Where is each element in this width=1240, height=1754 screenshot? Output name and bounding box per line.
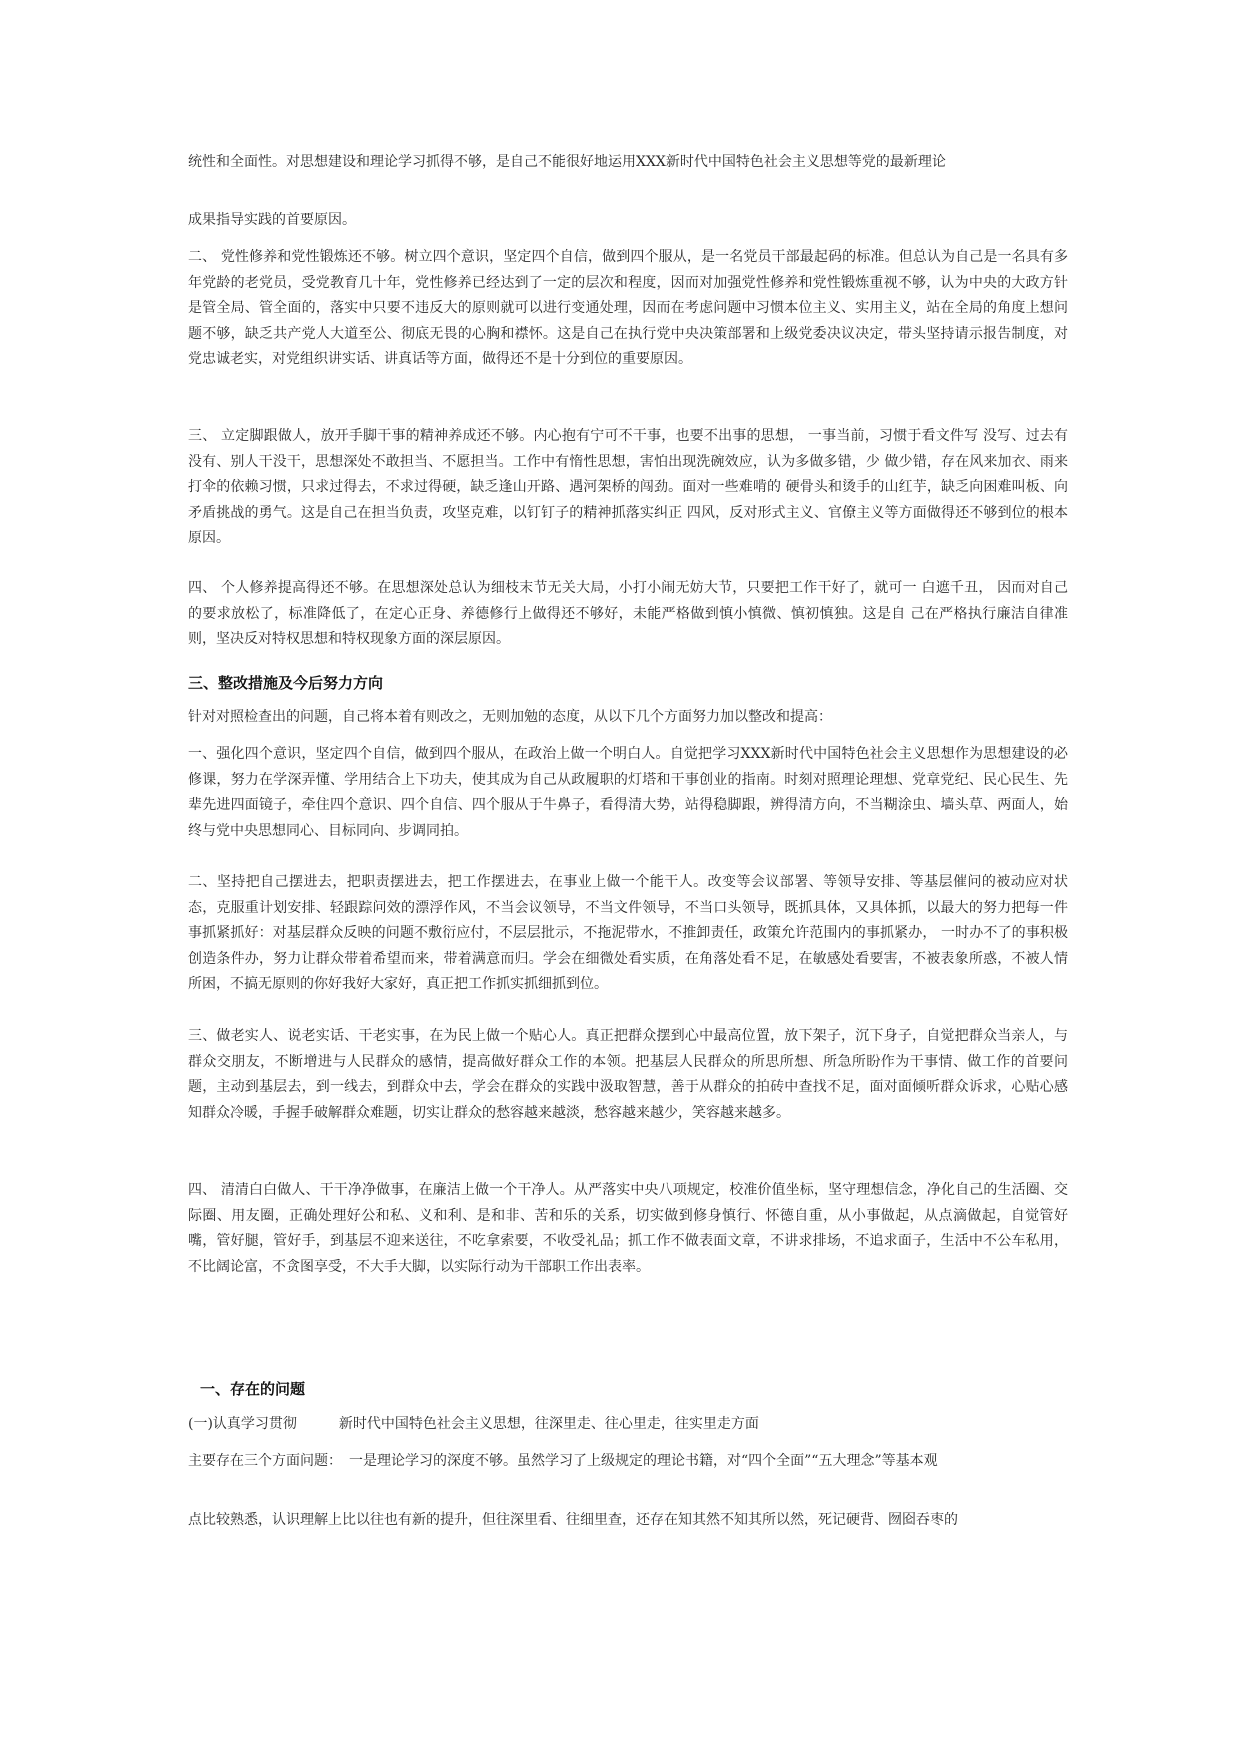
paragraph-intro: 针对对照检查出的问题，自己将本着有则改之，无则加勉的态度，从以下几个方面努力加以整改和提高： <box>188 709 832 725</box>
paragraph-line: 主要存在三个方面问题： 一是理论学习的深度不够。虽然学习了上级规定的理论书籍，对“四个全面”“五大理念”等基本观 <box>188 1453 938 1469</box>
paragraph-subheading: (一)认真学习贯彻 新时代中国特色社会主义思想，往深里走、往心里走，往实里走方面 <box>188 1416 759 1432</box>
paragraph-stand-firm: 三、 立定脚跟做人，放开手脚干事的精神养成还不够。内心抱有宁可不干事，也要不出事的思想， 一事当前，习惯于看文件写 没写、过去有没有、别人干没干，思想深处不敢担当、不愿担当。工作中有惰性思想，害怕出现洗碗效应，认为多做多错，少 做少错，存在风来加衣、雨来打伞的依赖习惯，只求过得去，不求过得硬，缺乏逢山开路、遇河架桥的闯劲。面对一些难啃的 硬骨头和烫手的山红芋，缺乏向困难叫板、向矛盾挑战的勇气。这是自己在担当负责，攻坚克难，以钉钉子的精神抓落实纠正 四风，反对形式主义、官僚主义等方面做得还不够到位的根本原因。 <box>188 428 1068 546</box>
paragraph-line: 点比较熟悉，认识理解上比以往也有新的提升，但往深里看、往细里查，还存在知其然不知其所以然，死记硬背、囫囵吞枣的 <box>188 1512 958 1528</box>
paragraph-measure-1: 一、强化四个意识，坚定四个自信，做到四个服从，在政治上做一个明白人。自觉把学习XXX新时代中国特色社会主义思想作为思想建设的必修课，努力在学深弄懂、学用结合上下功夫，使其成为自己从政履职的灯塔和干事创业的指南。时刻对照理论理想、党章党纪、民心民生、先辈先进四面镜子，牵住四个意识、四个自信、四个服从于牛鼻子，看得清大势，站得稳脚跟，辨得清方向，不当糊涂虫、墙头草、两面人，始终与党中央思想同心、目标同向、步调同拍。 <box>188 746 1068 839</box>
paragraph-line: 成果指导实践的首要原因。 <box>188 212 356 228</box>
paragraph-measure-4: 四、 清清白白做人、干干净净做事，在廉洁上做一个干净人。从严落实中央八项规定，校准价值坐标，坚守理想信念，净化自己的生活圈、交际圈、用友圈，正确处理好公和私、义和利、是和非、苦和乐的关系，切实做到修身慎行、怀德自重，从小事做起，从点滴做起，自觉管好嘴，管好腿，管好手，到基层不迎来送往，不吃拿索要，不收受礼品；抓工作不做表面文章，不讲求排场，不追求面子，生活中不公车私用，不比阔论富，不贪图享受，不大手大脚，以实际行动为干部职工作出表率。 <box>188 1182 1068 1275</box>
section-heading-problems: 一、存在的问题 <box>200 1380 306 1398</box>
paragraph-measure-2: 二、坚持把自己摆进去，把职责摆进去，把工作摆进去，在事业上做一个能干人。改变等会议部署、等领导安排、等基层催问的被动应对状态，克服重计划安排、轻跟踪问效的漂浮作风，不当会议领导，不当文件领导，不当口头领导，既抓具体，又具体抓，以最大的努力把每一件事抓紧抓好：对基层群众反映的问题不敷衍应付，不层层批示，不拖泥带水，不推卸责任，政策允许范围内的事抓紧办， 一时办不了的事积极创造条件办，努力让群众带着希望而来，带着满意而归。学会在细微处看实质，在角落处看不足，在敏感处看要害，不被表象所惑，不被人情所困，不搞无原则的你好我好大家好，真正把工作抓实抓细抓到位。 <box>188 874 1068 992</box>
paragraph-measure-3: 三、做老实人、说老实话、干老实事，在为民上做一个贴心人。真正把群众摆到心中最高位置，放下架子，沉下身子，自觉把群众当亲人，与群众交朋友，不断增进与人民群众的感情，提高做好群众工作的本领。把基层人民群众的所思所想、所急所盼作为干事情、做工作的首要问题，主动到基层去，到一线去，到群众中去，学会在群众的实践中汲取智慧，善于从群众的拍砖中查找不足，面对面倾听群众诉求，心贴心感知群众冷暖，手握手破解群众难题，切实让群众的愁容越来越淡，愁容越来越少，笑容越来越多。 <box>188 1028 1068 1121</box>
paragraph-party-spirit: 二、 党性修养和党性锻炼还不够。树立四个意识，坚定四个自信，做到四个服从，是一名党员干部最起码的标准。但总认为自己是一名具有多年党龄的老党员，受党教育几十年，党性修养已经达到了一定的层次和程度，因而对加强党性修养和党性锻炼重视不够，认为中央的大政方针是管全局、管全面的，落实中只要不违反大的原则就可以进行变通处理，因而在考虑问题中习惯本位主义、实用主义，站在全局的角度上想问题不够，缺乏共产党人大道至公、彻底无畏的心胸和襟怀。这是自己在执行党中央决策部署和上级党委决议决定，带头坚持请示报告制度，对党忠诚老实，对党组织讲实话、讲真话等方面，做得还不是十分到位的重要原因。 <box>188 249 1068 367</box>
section-heading-rectification: 三、整改措施及今后努力方向 <box>188 674 384 692</box>
paragraph-line: 统性和全面性。对思想建设和理论学习抓得不够，是自己不能很好地运用XXX新时代中国特色社会主义思想等党的最新理论 <box>188 154 946 170</box>
paragraph-self-cultivation: 四、 个人修养提高得还不够。在思想深处总认为细枝末节无关大局，小打小闹无妨大节，只要把工作干好了，就可一 白遮千丑， 因而对自己的要求放松了，标准降低了，在定心正身、养德修行上做得还不够好，未能严格做到慎小慎微、慎初慎独。这是自 己在严格执行廉洁自律准则，坚决反对特权思想和特权现象方面的深层原因。 <box>188 580 1068 647</box>
